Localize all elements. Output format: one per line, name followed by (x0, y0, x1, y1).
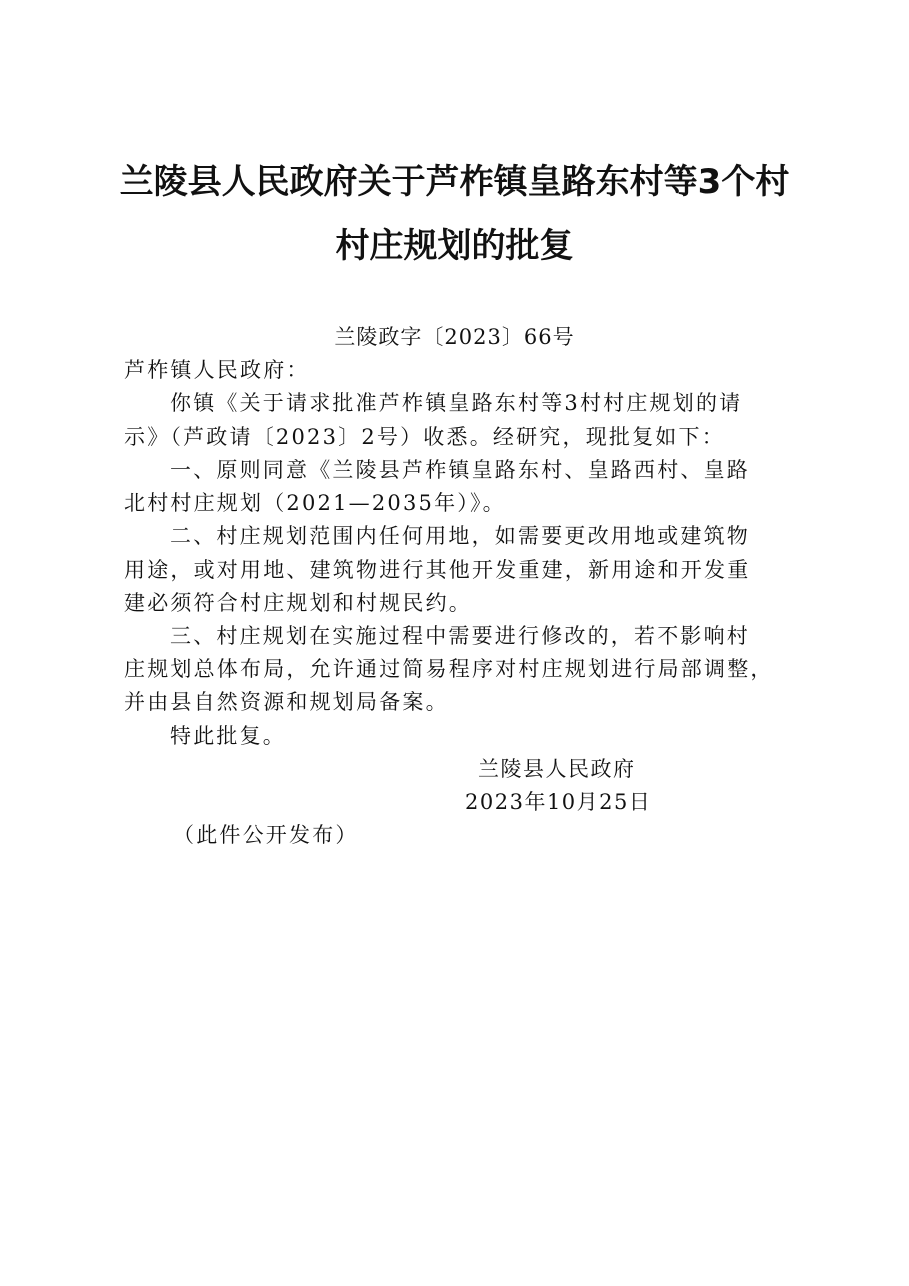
closing-line: 特此批复。 (170, 724, 286, 748)
document-title-line-1: 兰陵县人民政府关于芦柞镇皇路东村等3个村 (119, 162, 790, 202)
issuer-name: 兰陵县人民政府 (478, 757, 636, 781)
body-line: 庄规划总体布局，允许通过简易程序对村庄规划进行局部调整， (124, 657, 774, 681)
body-line: 你镇《关于请求批准芦柞镇皇路东村等3村村庄规划的请 (170, 391, 743, 415)
document-title-line-2: 村庄规划的批复 (335, 226, 574, 266)
document-number: 兰陵政字〔2023〕66号 (334, 325, 575, 349)
body-line: 一、原则同意《兰陵县芦柞镇皇路东村、皇路西村、皇路 (170, 458, 750, 482)
addressee: 芦柞镇人民政府： (124, 358, 310, 382)
body-line: 并由县自然资源和规划局备案。 (124, 690, 449, 714)
body-line: 建必须符合村庄规划和村规民约。 (124, 591, 472, 615)
body-line: 北村村庄规划（2021—2035年）》。 (124, 491, 506, 515)
body-line: 示》（芦政请〔2023〕2号）收悉。经研究，现批复如下： (124, 425, 725, 449)
body-line: 三、村庄规划在实施过程中需要进行修改的，若不影响村 (170, 624, 750, 648)
body-line: 用途，或对用地、建筑物进行其他开发重建，新用途和开发重 (124, 558, 751, 582)
issue-date: 2023年10月25日 (465, 790, 652, 814)
body-line: 二、村庄规划范围内任何用地，如需要更改用地或建筑物 (170, 524, 750, 548)
publication-note: （此件公开发布） (173, 823, 359, 847)
